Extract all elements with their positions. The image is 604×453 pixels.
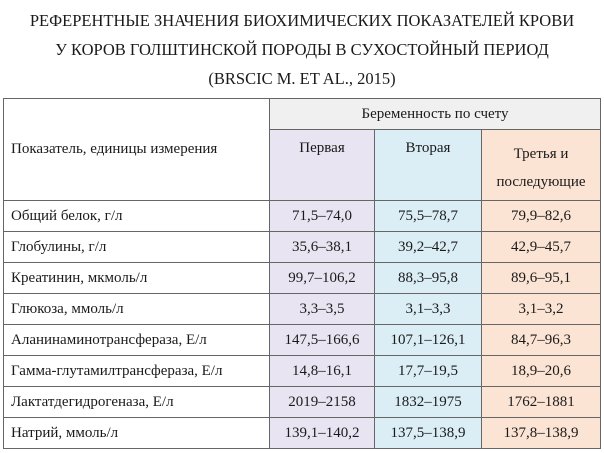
row-label-cell: Глобулины, г/л xyxy=(4,232,270,263)
table-row xyxy=(4,418,601,449)
value-cell-first: 71,5–74,0 xyxy=(270,201,375,232)
row-label-cell: Общий белок, г/л xyxy=(4,201,270,232)
value-cell-second: 137,5–138,9 xyxy=(375,418,482,449)
column-header-third-line-2: последующие xyxy=(496,174,586,190)
table-row xyxy=(4,263,601,294)
value-cell-first: 35,6–38,1 xyxy=(270,232,375,263)
column-header-first: Первая xyxy=(270,130,375,201)
table-row xyxy=(4,294,601,325)
row-label-cell: Креатинин, мкмоль/л xyxy=(4,263,270,294)
value-cell-second: 107,1–126,1 xyxy=(375,325,482,356)
value-cell-second: 75,5–78,7 xyxy=(375,201,482,232)
document-title xyxy=(0,6,604,93)
value-cell-third: 3,1–3,2 xyxy=(482,294,601,325)
row-label-cell: Аланинаминотрансфераза, Е/л xyxy=(4,325,270,356)
title-line-2: У КОРОВ ГОЛШТИНСКОЙ ПОРОДЫ В СУХОСТОЙНЫЙ ПЕРИОД xyxy=(55,40,549,59)
value-cell-third: 137,8–138,9 xyxy=(482,418,601,449)
table-row xyxy=(4,387,601,418)
column-header-third-line-1: Третья и xyxy=(513,146,569,162)
title-line-3: (BRSCIC M. ET AL., 2015) xyxy=(208,69,396,88)
value-cell-third: 79,9–82,6 xyxy=(482,201,601,232)
row-label-cell: Лактатдегидрогеназа, Е/л xyxy=(4,387,270,418)
value-cell-first: 2019–2158 xyxy=(270,387,375,418)
value-cell-first: 147,5–166,6 xyxy=(270,325,375,356)
table-row xyxy=(4,356,601,387)
value-cell-second: 3,1–3,3 xyxy=(375,294,482,325)
value-cell-second: 88,3–95,8 xyxy=(375,263,482,294)
value-cell-first: 3,3–3,5 xyxy=(270,294,375,325)
row-label-cell: Глюкоза, ммоль/л xyxy=(4,294,270,325)
table-row xyxy=(4,325,601,356)
table-row xyxy=(4,201,601,232)
reference-values-table xyxy=(3,98,601,449)
value-cell-third: 1762–1881 xyxy=(482,387,601,418)
value-cell-second: 1832–1975 xyxy=(375,387,482,418)
table-body xyxy=(4,201,601,449)
row-label-cell: Натрий, ммоль/л xyxy=(4,418,270,449)
value-cell-third: 42,9–45,7 xyxy=(482,232,601,263)
row-header-cell: Показатель, единицы измерения xyxy=(4,99,270,201)
title-line-1: РЕФЕРЕНТНЫЕ ЗНАЧЕНИЯ БИОХИМИЧЕСКИХ ПОКАЗАТЕЛЕЙ КРОВИ xyxy=(29,11,575,30)
row-label-cell: Гамма-глутамилтрансфераза, Е/л xyxy=(4,356,270,387)
value-cell-second: 17,7–19,5 xyxy=(375,356,482,387)
value-cell-first: 14,8–16,1 xyxy=(270,356,375,387)
value-cell-third: 84,7–96,3 xyxy=(482,325,601,356)
value-cell-third: 18,9–20,6 xyxy=(482,356,601,387)
value-cell-second: 39,2–42,7 xyxy=(375,232,482,263)
table-row xyxy=(4,232,601,263)
value-cell-first: 99,7–106,2 xyxy=(270,263,375,294)
group-header-cell: Беременность по счету xyxy=(270,99,601,130)
value-cell-first: 139,1–140,2 xyxy=(270,418,375,449)
value-cell-third: 89,6–95,1 xyxy=(482,263,601,294)
column-header-second: Вторая xyxy=(375,130,482,201)
column-header-third xyxy=(482,130,601,201)
